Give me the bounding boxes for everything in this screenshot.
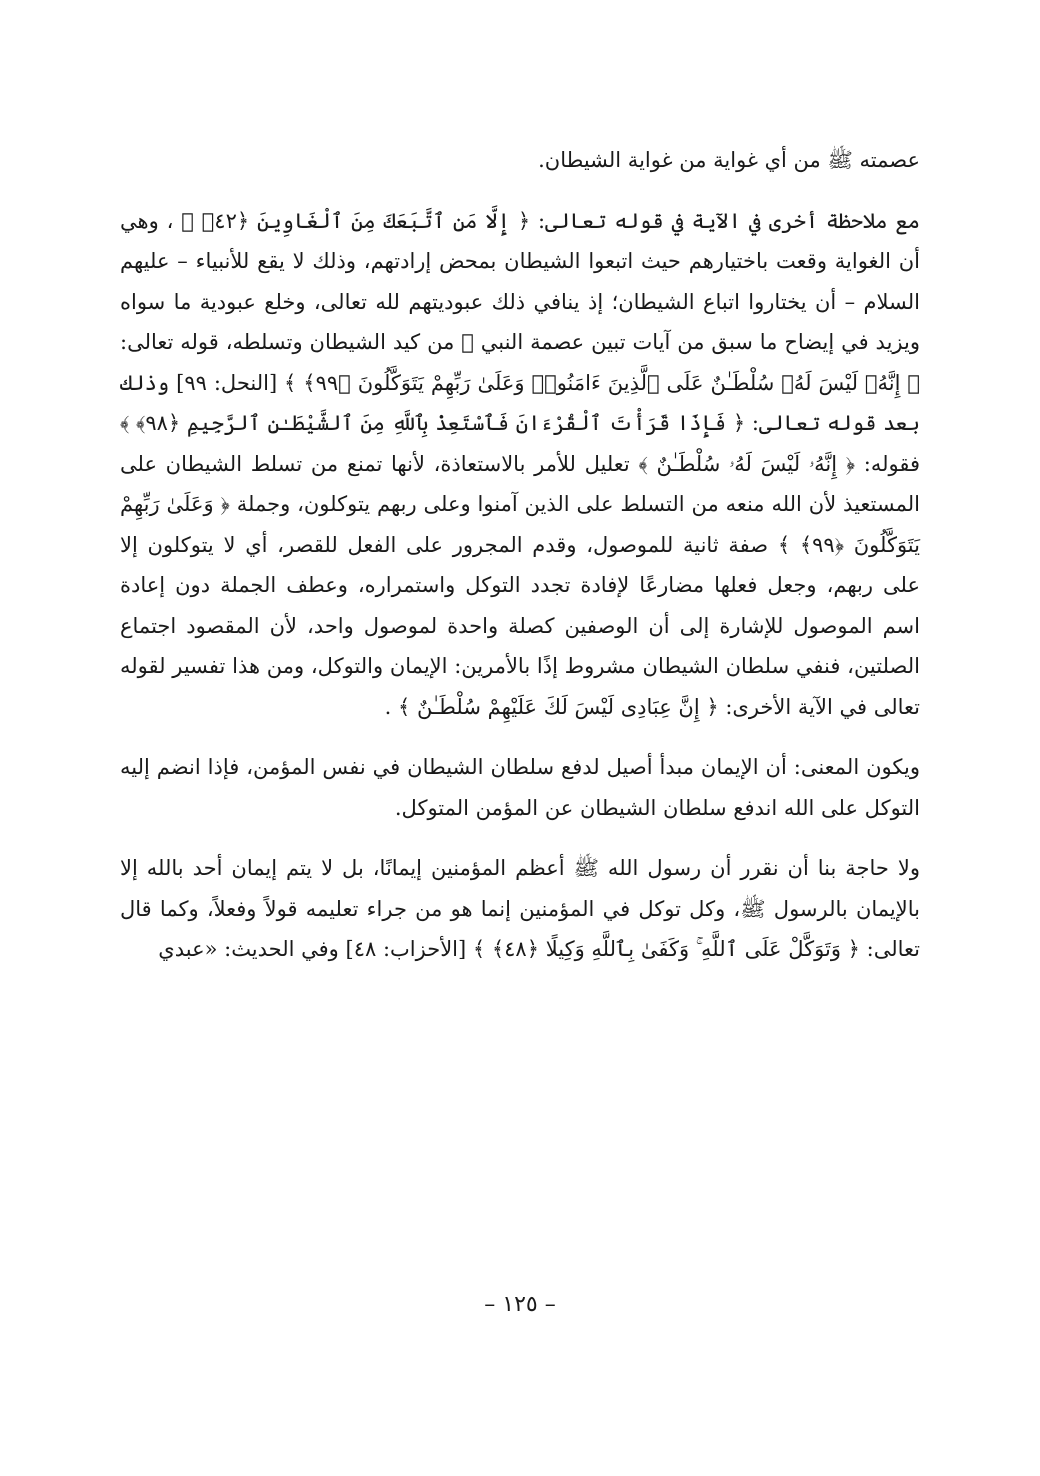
paragraph-1: عصمته ﷺ من أي غواية من غواية الشيطان. [538,148,920,172]
page-number: – ١٢٥ – [484,1292,556,1317]
paragraph-3: ويكون المعنى: أن الإيمان مبدأ أصيل لدفع سلطان الشيطان في نفس المؤمن، فإذا انضم إليه التوكل على الله اندفع سلطان الشيطان عن المؤمن المتوكل. [120,755,920,820]
page-body [120,140,920,970]
paragraph-4: ولا حاجة بنا أن نقرر أن رسول الله ﷺ أعظم المؤمنين إيمانًا، بل لا يتم إيمان أحد بالله إلا بالإيمان بالرسول ﷺ، وكل توكل في المؤمنين إنما هو من جراء تعليمه قولاً وفعلاً، وكما قال تعالى: ﴿ وَتَوَكَّلْ عَلَى ٱللَّهِ ۚ وَكَفَىٰ بِٱللَّهِ وَكِيلًا ﴿٤٨﴾ ﴾ [الأحزاب: ٤٨] وفي الحديث: «عبدي [120,856,920,961]
paragraph-2: مع ملاحظة أخرى في الآية في قوله تعالى: ﴿ إِلَّا مَنِ ٱتَّبَعَكَ مِنَ ٱلْغَاوِينَ ﴿٤٢﴾ ﴾ ، وهي أن الغواية وقعت باختيارهم حيث اتبعوا الشيطان بمحض إرادتهم، وذلك لا يقع للأنبياء – عليهم السلام – أن يختاروا اتباع الشيطان؛ إذ ينافي ذلك عبوديتهم لله تعالى، وخلع عبودية ما سواه ويزيد في إيضاح ما سبق من آيات تبين عصمة النبي ﷺ من كيد الشيطان وتسلطه، قوله تعالى: ﴿ إِنَّهُۥ لَيْسَ لَهُۥ سُلْطَـٰنٌ عَلَى ٱلَّذِينَ ءَامَنُوا۟ وَعَلَىٰ رَبِّهِمْ يَتَوَكَّلُونَ ﴿٩٩﴾ ﴾ [النحل: ٩٩] وذلك بعد قوله تعالى: ﴿ فَإِذَا قَرَأْتَ ٱلْقُرْءَانَ فَٱسْتَعِذْ بِٱللَّهِ مِنَ ٱلشَّيْطَـٰنِ ٱلرَّجِيمِ ﴿٩٨﴾ ﴾ فقوله: ﴿ إِنَّهُۥ لَيْسَ لَهُۥ سُلْطَـٰنٌ ﴾ تعليل للأمر بالاستعاذة، لأنها تمنع من تسلط الشيطان على المستعيذ لأن الله منعه من التسلط على الذين آمنوا وعلى ربهم يتوكلون، وجملة ﴿ وَعَلَىٰ رَبِّهِمْ يَتَوَكَّلُونَ ﴿٩٩﴾ ﴾ صفة ثانية للموصول، وقدم المجرور على الفعل للقصر، أي لا يتوكلون إلا على ربهم، وجعل فعلها مضارعًا لإفادة تجدد التوكل واستمراره، وعطف الجملة دون إعادة اسم الموصول للإشارة إلى أن الوصفين كصلة واحدة لموصول واحد، لأن المقصود اجتماع الصلتين، فنفي سلطان الشيطان مشروط إذًا بالأمرين: الإيمان والتوكل، ومن هذا تفسير لقوله تعالى في الآية الأخرى: ﴿ إِنَّ عِبَادِى لَيْسَ لَكَ عَلَيْهِمْ سُلْطَـٰنٌ ﴾ . [120,208,921,719]
